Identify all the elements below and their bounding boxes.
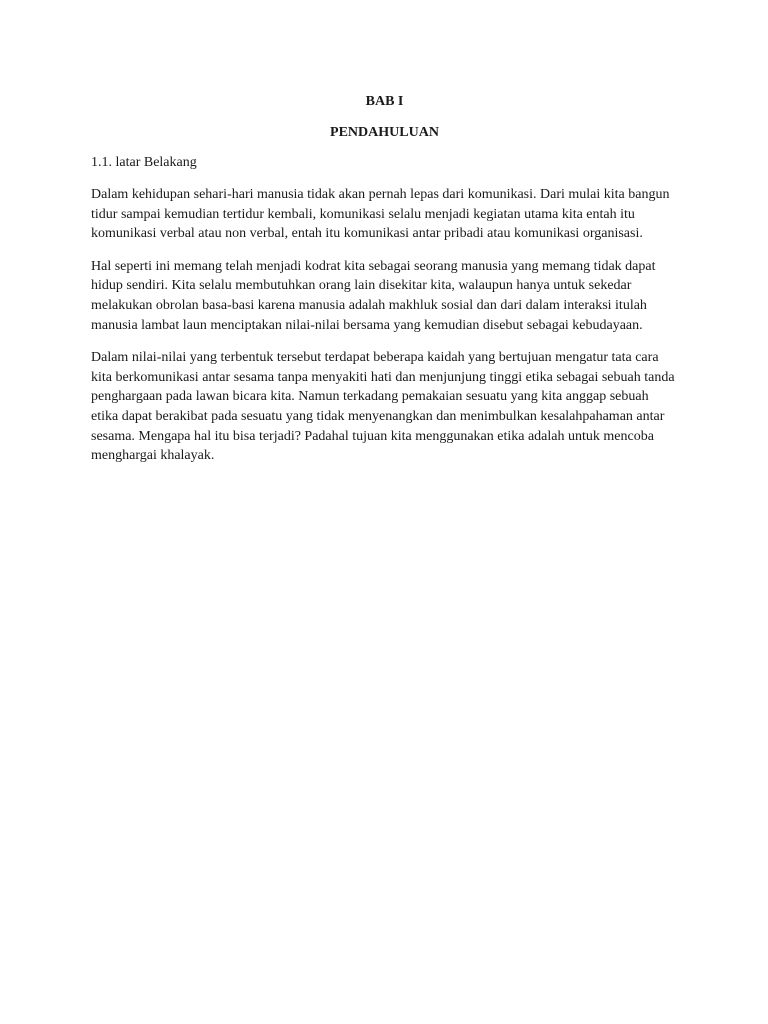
section-heading: 1.1. latar Belakang: [91, 155, 197, 170]
chapter-title: PENDAHULUAN: [330, 125, 439, 140]
paragraph-2: Hal seperti ini memang telah menjadi kodrat kita sebagai seorang manusia yang memang tidak dapat hidup sendiri. Kita selalu membutuhkan orang lain disekitar kita, walaupun hanya untuk sekedar melakukan obrolan basa-basi karena manusia adalah makhluk sosial dan dari dalam interaksi itulah manusia lambat laun menciptakan nilai-nilai bersama yang kemudian disebut sebagai kebudayaan.: [91, 258, 656, 333]
paragraph-3: Dalam nilai-nilai yang terbentuk tersebut terdapat beberapa kaidah yang bertujuan mengatur tata cara kita berkomunikasi antar sesama tanpa menyakiti hati dan menjunjung tinggi etika sebagai sebuah tanda penghargaan pada lawan bicara kita. Namun terkadang pemakaian sesuatu yang kita anggap sebuah etika dapat berakibat pada sesuatu yang tidak menyenangkan dan menimbulkan kesalahpahaman antar sesama. Mengapa hal itu bisa terjadi? Padahal tujuan kita menggunakan etika adalah untuk mencoba menghargai khalayak.: [91, 350, 675, 464]
chapter-number: BAB I: [365, 94, 404, 109]
paragraph-1: Dalam kehidupan sehari-hari manusia tidak akan pernah lepas dari komunikasi. Dari mulai kita bangun tidur sampai kemudian tertidur kembali, komunikasi selalu menjadi kegiatan utama kita entah itu komunikasi verbal atau non verbal, entah itu komunikasi antar pribadi atau komunikasi organisasi.: [91, 187, 670, 242]
